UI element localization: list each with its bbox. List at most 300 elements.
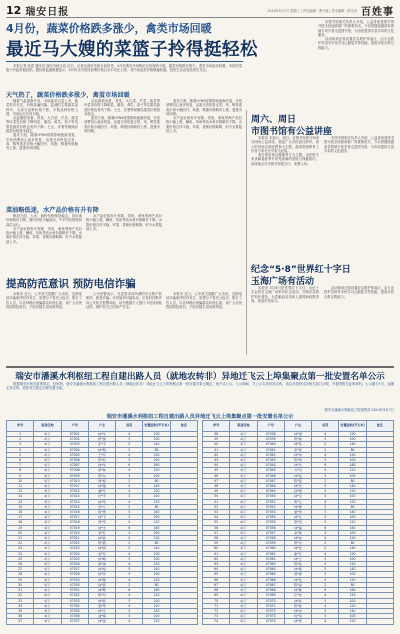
table-cell: 陈*云 [284, 499, 311, 504]
article-column [166, 292, 242, 360]
table-cell: 3 [312, 572, 339, 577]
table-cell: 徐*燕 [88, 582, 115, 587]
table-header-cell: 原居住地 [230, 421, 257, 432]
table-cell: 3 [116, 494, 143, 499]
table-cell: 69 [203, 593, 230, 598]
table-cell: 4 [116, 562, 143, 567]
table-cell: 51 [203, 499, 230, 504]
table-cell: 曾*春 [284, 572, 311, 577]
table-cell: 20 [7, 530, 34, 535]
table-cell: 48 [203, 484, 230, 489]
table-cell: 岭下 [34, 572, 61, 577]
table-cell: 100 [339, 515, 366, 520]
table-cell: 4 [312, 603, 339, 608]
article-paragraph: 水产品价格有升有降，带鱼、黄鱼等海产品价格小幅上涨，鲫鱼、草鱼等淡水鱼价格略有下降。水果价格总体平稳，苹果、香蕉价格略降，时令水果陆续上市。 [6, 226, 82, 244]
table-cell: 6 [312, 588, 339, 593]
table-cell: 100 [143, 572, 170, 577]
table-cell: 07074 [257, 619, 284, 624]
table-cell: 彭*香 [284, 447, 311, 452]
table-cell: 07027 [61, 567, 88, 572]
table-cell: 44 [203, 463, 230, 468]
table-cell: 07012 [61, 489, 88, 494]
table-cell: 岭下 [34, 551, 61, 556]
table-cell: 10 [7, 478, 34, 483]
table-header-cell: 安置面积(平方米) [339, 421, 366, 432]
table-cell: 岭下 [230, 484, 257, 489]
table-cell: 岭下 [34, 541, 61, 546]
table-cell: 岭下 [230, 525, 257, 530]
article-column [86, 214, 162, 270]
table-cell: 07015 [61, 504, 88, 509]
notice-title: 瑞安市潘溪水利枢纽工程自建出路人员（就地农转非）异地迁飞云上埠集聚点第一批安置名单公示 [15, 372, 385, 382]
table-cell: 4 [116, 489, 143, 494]
table-cell: 3 [116, 515, 143, 520]
table-cell: 林*峰 [88, 556, 115, 561]
paper-name: 瑞安日报 [25, 6, 70, 18]
table-cell: 5 [116, 608, 143, 613]
article-column [166, 99, 242, 239]
table-title: 瑞安市潘溪水利枢纽工程自建出路人员异地迁飞云上埠集聚点第一批安置名单公示 [106, 414, 294, 420]
table-cell: 叶*平 [88, 494, 115, 499]
table-cell: 方*丹 [284, 468, 311, 473]
table-cell: 6 [312, 463, 339, 468]
table-cell: 54 [203, 515, 230, 520]
table-cell: 19 [7, 525, 34, 530]
table-cell: 岭下 [230, 437, 257, 442]
table-cell: 07024 [61, 551, 88, 556]
table-cell: 61 [203, 551, 230, 556]
table-cell: 岭下 [34, 494, 61, 499]
table-cell: 39 [203, 437, 230, 442]
table-cell: 3 [312, 556, 339, 561]
commemoration-article-continued [324, 286, 394, 358]
table-cell: 72 [203, 608, 230, 613]
table-header-cell: 备注 [366, 421, 393, 432]
table-cell: 12 [7, 489, 34, 494]
headline-divider [6, 61, 243, 62]
table-cell: 11 [7, 484, 34, 489]
table-cell: 林*益 [284, 473, 311, 478]
table-cell: 林*成 [284, 536, 311, 541]
table-cell: 07008 [61, 468, 88, 473]
table-cell: 6 [116, 588, 143, 593]
article-paragraph: 从监测情况看，青菜、大白菜、芹菜、菠菜等叶菜类价格下降明显，番茄、黄瓜、茄子等瓜果类蔬菜价格也有所下降；土豆、洋葱等耐储存蔬菜价格基本稳定。 [6, 116, 78, 134]
table-cell: 07026 [61, 562, 88, 567]
table-cell: 岭下 [34, 598, 61, 603]
table-cell: 林*顺 [284, 588, 311, 593]
article-paragraph: 活动现场还将设置应急救护体验区，由专业救护员指导市民学习心肺复苏等技能，提高市民自救互救能力。 [318, 37, 394, 50]
table-cell: 4 [312, 520, 339, 525]
masthead [6, 3, 394, 17]
table-cell: 07050 [257, 494, 284, 499]
table-cell: 70 [203, 598, 230, 603]
table-cell: 100 [339, 473, 366, 478]
table-cell: 100 [143, 494, 170, 499]
table-cell: 岭下 [34, 608, 61, 613]
table-cell: 120 [339, 603, 366, 608]
table-cell: 包*凤 [284, 614, 311, 619]
table-cell: 100 [339, 530, 366, 535]
table-cell: 33 [7, 598, 34, 603]
table-cell: 42 [203, 452, 230, 457]
table-cell: 120 [143, 577, 170, 582]
table-cell: 岭下 [34, 588, 61, 593]
table-cell: 林*如 [284, 598, 311, 603]
table-cell: 岭下 [230, 577, 257, 582]
table-cell: 140 [339, 442, 366, 447]
table-cell: 岭下 [230, 608, 257, 613]
article-paragraph: 粮油方面，大米、面粉价格保持稳定，食用油价格略有下降。猪肉价格小幅波动，牛羊肉价格保持高位运行。 [6, 214, 82, 227]
table-cell: 岭下 [230, 520, 257, 525]
table-cell: 吴*兰 [88, 504, 115, 509]
table-cell: 岭下 [34, 520, 61, 525]
table-cell: 80 [339, 541, 366, 546]
table-cell: 岭下 [230, 556, 257, 561]
table-cell: 160 [143, 588, 170, 593]
section-title-fraud: 提高防范意识 预防电信诈骗 [6, 278, 136, 290]
table-cell: 岭下 [230, 510, 257, 515]
table-cell: 07030 [61, 582, 88, 587]
table-cell: 4 [116, 536, 143, 541]
table-cell: 陈*霞 [88, 541, 115, 546]
table-cell: 07034 [61, 603, 88, 608]
table-cell: 07052 [257, 504, 284, 509]
table-cell: 120 [339, 432, 366, 437]
table-cell: 07031 [61, 588, 88, 593]
table-cell: 21 [7, 536, 34, 541]
table-cell: 池*梅 [88, 614, 115, 619]
table-cell: 46 [203, 473, 230, 478]
table-cell: 4 [116, 468, 143, 473]
table-cell: 80 [339, 504, 366, 509]
table-cell: 40 [203, 442, 230, 447]
table-cell: 55 [203, 520, 230, 525]
table-cell: 3 [116, 458, 143, 463]
table-cell: 林*新 [88, 598, 115, 603]
table-cell: 62 [203, 556, 230, 561]
table-header-cell: 备注 [170, 421, 197, 432]
table-cell: 岭下 [230, 551, 257, 556]
commemoration-article [251, 286, 319, 358]
table-cell: 07051 [257, 499, 284, 504]
table-cell: 120 [143, 452, 170, 457]
table-cell: 07014 [61, 499, 88, 504]
table-cell: 2 [312, 504, 339, 509]
article-paragraph: 公安民警表示，凡是要求向所谓的安全账户转账的，都是诈骗。市民接到可疑电话，应及时挂断并向公安机关报警求助，切勿透露个人银行卡信息和验证码，保护好自己的财产安全。 [86, 292, 162, 309]
table-cell: 120 [143, 489, 170, 494]
table-cell: 100 [143, 437, 170, 442]
table-cell: 郑*英 [88, 520, 115, 525]
article-paragraph: 本报讯 本周六、周日，市图书馆将分别举办两场公益讲座，欢迎广大市民前往聆听。周六的讲座以家庭教育为主题，邀请资深教育工作者与家长分享育儿经验。 [251, 136, 319, 153]
table-cell: 岭下 [34, 437, 61, 442]
table-cell: 07020 [61, 530, 88, 535]
table-cell: 120 [143, 619, 170, 624]
table-cell: 07062 [257, 556, 284, 561]
section-name: 百姓事 [361, 6, 394, 18]
table-cell: 120 [143, 551, 170, 556]
table-cell: 120 [339, 489, 366, 494]
table-cell: 120 [339, 619, 366, 624]
table-cell: 07018 [61, 520, 88, 525]
table-cell: 5 [312, 567, 339, 572]
table-cell: 140 [339, 484, 366, 489]
table-cell: 林*杰 [88, 525, 115, 530]
table-cell: 07016 [61, 510, 88, 515]
table-cell: 4 [116, 520, 143, 525]
table-cell: 岭下 [230, 494, 257, 499]
table-cell: 5 [312, 484, 339, 489]
table-cell: 岭下 [34, 432, 61, 437]
table-cell: 35 [7, 608, 34, 613]
table-row [7, 619, 198, 624]
article-paragraph: 禽类方面，随着H7N9疫情影响逐渐消退，市民消费信心逐步恢复，活禽交易恢复正常，鸡、鸭等禽类价格小幅回升，鸡蛋、鸭蛋价格略有上涨，禽蛋市场回暖。 [84, 116, 160, 134]
table-cell: 100 [339, 572, 366, 577]
table-cell: 07011 [61, 484, 88, 489]
table-cell: 3 [312, 530, 339, 535]
table-cell: 岭下 [34, 458, 61, 463]
table-cell: 岭下 [34, 468, 61, 473]
table-cell: 38 [203, 432, 230, 437]
table-cell: 岭下 [230, 603, 257, 608]
table-cell: 07068 [257, 588, 284, 593]
table-cell: 蔡*琴 [88, 603, 115, 608]
article-column [6, 292, 82, 360]
table-cell: 07061 [257, 551, 284, 556]
table-cell: 58 [203, 536, 230, 541]
article-paragraph: 本报讯 近日，公安机关提醒广大市民，近期电信诈骗案件时有发生，犯罪分子冒充公检法、银行工作人员，以各种理由诱骗群众转账汇款，请广大市民提高防范意识，不轻信陌生电话和短信。 [166, 292, 242, 309]
table-cell: 岭下 [230, 614, 257, 619]
table-cell: 林*发 [284, 577, 311, 582]
table-cell: 岭下 [34, 510, 61, 515]
table-cell: 07002 [61, 437, 88, 442]
table-cell: 07003 [61, 442, 88, 447]
table-cell: 4 [312, 562, 339, 567]
table-cell: 3 [312, 494, 339, 499]
table-cell: 3 [116, 556, 143, 561]
table-cell: 5 [116, 510, 143, 515]
table-cell: 7 [7, 463, 34, 468]
table-cell: 17 [7, 515, 34, 520]
table-header-cell: 安置面积(平方米) [143, 421, 170, 432]
table-cell: 2 [312, 582, 339, 587]
table-cell: 50 [203, 494, 230, 499]
table-cell: 岭下 [230, 619, 257, 624]
table-cell: 胡*丽 [88, 562, 115, 567]
table-cell: 4 [116, 432, 143, 437]
table-cell: 林*福 [284, 525, 311, 530]
table-cell: 4 [312, 536, 339, 541]
table-cell: 岭下 [230, 588, 257, 593]
library-subtitle: 市图书馆有公益讲座 [251, 127, 333, 137]
table-cell: 73 [203, 614, 230, 619]
table-cell: 3 [116, 530, 143, 535]
table-cell: 07035 [61, 608, 88, 613]
table-cell: 5 [312, 510, 339, 515]
table-cell: 4 [312, 489, 339, 494]
table-header-cell: 户主 [88, 421, 115, 432]
table-cell: 岭下 [34, 619, 61, 624]
table-cell: 100 [339, 458, 366, 463]
notice-divider [6, 366, 394, 368]
table-cell: 陈*莲 [284, 478, 311, 483]
table-cell: 2 [312, 541, 339, 546]
table-cell: 07005 [61, 452, 88, 457]
table-cell: 岭下 [230, 567, 257, 572]
table-cell: 3 [116, 473, 143, 478]
article-paragraph: 从监测情况看，青菜、大白菜、芹菜、菠菜等叶菜类价格下降明显，番茄、黄瓜、茄子等瓜果类蔬菜价格也有所下降；土豆、洋葱等耐储存蔬菜价格基本稳定。 [84, 99, 160, 116]
table-cell: 120 [339, 551, 366, 556]
table-cell: 30 [7, 582, 34, 587]
table-cell: 陈*玲 [88, 593, 115, 598]
table-cell: 余*珠 [284, 530, 311, 535]
table-cell: 林*土 [284, 556, 311, 561]
table-cell: 陈*月 [284, 541, 311, 546]
table-cell: 林*清 [284, 432, 311, 437]
table-cell: 59 [203, 541, 230, 546]
table-cell: 岭下 [34, 603, 61, 608]
table-cell: 07064 [257, 567, 284, 572]
table-cell: 80 [143, 582, 170, 587]
table-cell: 07065 [257, 572, 284, 577]
table-cell: 4 [312, 499, 339, 504]
table-cell: 3 [116, 614, 143, 619]
table-cell: 29 [7, 577, 34, 582]
table-cell: 07022 [61, 541, 88, 546]
table-cell: 2 [312, 447, 339, 452]
table-cell: 岭下 [34, 546, 61, 551]
table-cell: 45 [203, 468, 230, 473]
table-cell: 07055 [257, 520, 284, 525]
table-cell: 岭下 [230, 598, 257, 603]
table-cell: 林*华 [88, 432, 115, 437]
table-cell: 07043 [257, 458, 284, 463]
table-cell: 岭下 [34, 582, 61, 587]
table-cell: 岭下 [230, 468, 257, 473]
table-cell: 林*喜 [284, 619, 311, 624]
table-cell: 陈*敏 [284, 437, 311, 442]
table-cell: 66 [203, 577, 230, 582]
table-cell: 18 [7, 520, 34, 525]
table-cell: 07019 [61, 525, 88, 530]
table-cell: 林*根 [284, 567, 311, 572]
table-cell: 100 [143, 530, 170, 535]
table-cell: 5 [312, 608, 339, 613]
table-cell: 120 [339, 562, 366, 567]
table-cell: 07067 [257, 582, 284, 587]
article-paragraph: 禽类方面，随着H7N9疫情影响逐渐消退，市民消费信心逐步恢复，活禽交易恢复正常，鸡、鸭等禽类价格小幅回升，鸡蛋、鸭蛋价格略有上涨，禽蛋市场回暖。 [6, 133, 78, 151]
table-cell: 陈*东 [88, 473, 115, 478]
table-cell: 岭下 [34, 567, 61, 572]
table-cell: 岭下 [230, 478, 257, 483]
table-cell: 57 [203, 530, 230, 535]
table-cell: 74 [203, 619, 230, 624]
table-cell: 140 [143, 442, 170, 447]
table-header-cell: 序号 [203, 421, 230, 432]
table-cell: 07017 [61, 515, 88, 520]
table-cell: 41 [203, 447, 230, 452]
table-cell: 3 [312, 458, 339, 463]
table-cell: 岭下 [34, 489, 61, 494]
table-cell: 160 [339, 463, 366, 468]
table-cell: 林*宇 [88, 608, 115, 613]
table-cell: 岭下 [34, 504, 61, 509]
table-cell: 5 [116, 567, 143, 572]
table-cell: 07037 [61, 619, 88, 624]
resettlement-table-left [6, 420, 198, 625]
table-cell: 07039 [257, 437, 284, 442]
right-column-divider [246, 110, 247, 355]
table-cell: 5 [312, 442, 339, 447]
table-cell: 68 [203, 588, 230, 593]
table-cell: 林*德 [284, 504, 311, 509]
table-cell: 34 [7, 603, 34, 608]
table-cell: 孙*娥 [284, 489, 311, 494]
table-cell: 夏*秀 [284, 510, 311, 515]
section-title-vegetables: 天气热了，蔬菜价格跌多涨少，禽蛋市场回暖 [6, 92, 130, 99]
table-cell: 13 [7, 494, 34, 499]
table-cell: 岭下 [34, 530, 61, 535]
table-cell: 49 [203, 489, 230, 494]
table-cell: 岭下 [230, 489, 257, 494]
article-paragraph: 活动现场还将设置应急救护体验区，由专业救护员指导市民学习心肺复苏等技能，提高市民自救互救能力。 [324, 286, 394, 299]
table-cell: 4 [116, 499, 143, 504]
table-cell: 4 [116, 551, 143, 556]
article-paragraph: 市图书馆相关负责人介绍，公益讲座是图书馆开展全民阅读推广的重要形式，今后将继续邀请各领域专家学者走进图书馆，为市民提供丰富多彩的文化服务。 [324, 136, 394, 153]
notice-signature: 瑞安市潘溪水利枢纽工程指挥部 2014年5月7日 [324, 408, 394, 412]
table-cell: 07049 [257, 489, 284, 494]
table-cell: 陈*凤 [284, 520, 311, 525]
table-cell: 100 [339, 556, 366, 561]
table-cell: 林*飞 [88, 515, 115, 520]
table-cell: 80 [143, 504, 170, 509]
table-cell: 07025 [61, 556, 88, 561]
table-cell: 32 [7, 593, 34, 598]
table-cell: 07057 [257, 530, 284, 535]
table-cell: 07071 [257, 603, 284, 608]
masthead-divider [6, 17, 394, 18]
table-cell: 07021 [61, 536, 88, 541]
table-cell: 07060 [257, 546, 284, 551]
table-cell: 07066 [257, 577, 284, 582]
table-cell: 120 [143, 536, 170, 541]
table-cell: 27 [7, 567, 34, 572]
table-cell: 07032 [61, 593, 88, 598]
table-cell: 07038 [257, 432, 284, 437]
table-cell: 120 [143, 603, 170, 608]
table-cell: 120 [143, 432, 170, 437]
table-cell: 林*海 [88, 546, 115, 551]
article-column [6, 214, 82, 270]
table-cell: 4 [116, 593, 143, 598]
table-cell: 岭下 [34, 593, 61, 598]
list-table-right [202, 420, 394, 630]
table-cell: 岭下 [34, 484, 61, 489]
table-cell: 80 [143, 478, 170, 483]
table-cell: 岭下 [230, 541, 257, 546]
table-cell: 岭下 [34, 562, 61, 567]
table-cell: 林*来 [284, 608, 311, 613]
table-cell: 100 [143, 458, 170, 463]
table-cell: 林*生 [284, 515, 311, 520]
table-cell: 14 [7, 499, 34, 504]
notice-paragraph: 根据瑞安市相关政策规定，经审核，瑞安市潘溪水利枢纽工程自建出路人员（就地农转非）异地迁飞云上埠集聚点第一批安置对象已确定，现予以公示。公示期间，对公示名单有异议的，请以书面形式向相关部门反映，并提供相关证明材料。公示期为7天，逾期无异议的，将按有关规定办理安置手续。 [6, 382, 394, 391]
page-number: 12 [6, 3, 22, 17]
table-cell: 林*荣 [284, 442, 311, 447]
table-cell: 07053 [257, 510, 284, 515]
table-cell: 28 [7, 572, 34, 577]
feature-lede [6, 64, 242, 86]
table-cell: 64 [203, 567, 230, 572]
